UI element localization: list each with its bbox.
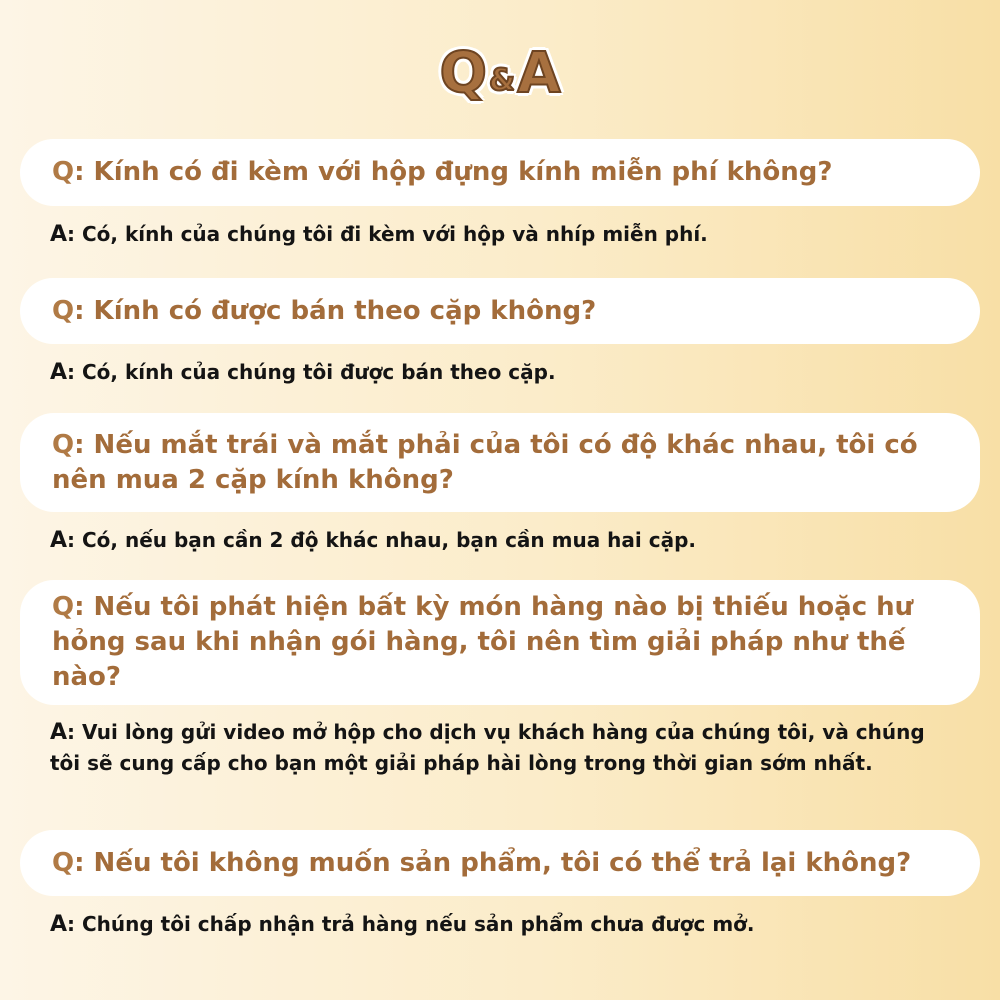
qa-title (0, 34, 1000, 114)
answer-prefix: A (50, 912, 68, 937)
answer-prefix: A (50, 360, 68, 385)
question-text: : Nếu mắt trái và mắt phải của tôi có độ khác nhau, tôi có nên mua 2 cặp kính không? (52, 429, 918, 495)
answer-text: : Chúng tôi chấp nhận trả hàng nếu sản phẩm chưa được mở. (67, 912, 755, 936)
answer-prefix: A (50, 222, 68, 247)
answer-text: : Có, kính của chúng tôi được bán theo cặp. (67, 360, 556, 384)
question-prefix: Q (52, 847, 75, 878)
question-box (20, 278, 980, 344)
title-ampersand: & (489, 63, 516, 98)
question-text: : Kính có đi kèm với hộp đựng kính miễn phí không? (74, 157, 833, 187)
title-a: A (517, 41, 561, 106)
answer-prefix: A (50, 720, 68, 745)
question-prefix: Q (52, 592, 75, 622)
question-box (20, 413, 980, 512)
answer-prefix: A (50, 528, 68, 553)
question-text: : Kính có được bán theo cặp không? (74, 295, 597, 326)
question-prefix: Q (52, 295, 75, 326)
question-box (20, 830, 980, 896)
question-box (20, 139, 980, 206)
question-prefix: Q (52, 157, 75, 187)
question-prefix: Q (52, 429, 75, 460)
answer-text: : Vui lòng gửi video mở hộp cho dịch vụ khách hàng của chúng tôi, và chúng tôi sẽ cung cấp cho bạn một giải pháp hài lòng trong thời gian sớm nhất. (50, 720, 925, 775)
answer-text-block (50, 717, 950, 778)
answer-text-block (50, 219, 950, 250)
answer-text-block (50, 525, 950, 556)
title-q: Q (439, 41, 488, 106)
answer-text: : Có, nếu bạn cần 2 độ khác nhau, bạn cần mua hai cặp. (67, 528, 696, 552)
answer-text-block (50, 357, 950, 388)
answer-text-block (50, 909, 950, 940)
question-text: : Nếu tôi phát hiện bất kỳ món hàng nào bị thiếu hoặc hư hỏng sau khi nhận gói hàng, tôi nên tìm giải pháp như thế nào? (52, 592, 914, 692)
answer-text: : Có, kính của chúng tôi đi kèm với hộp và nhíp miễn phí. (67, 222, 708, 246)
question-text: : Nếu tôi không muốn sản phẩm, tôi có thể trả lại không? (74, 847, 912, 878)
question-box (20, 580, 980, 705)
